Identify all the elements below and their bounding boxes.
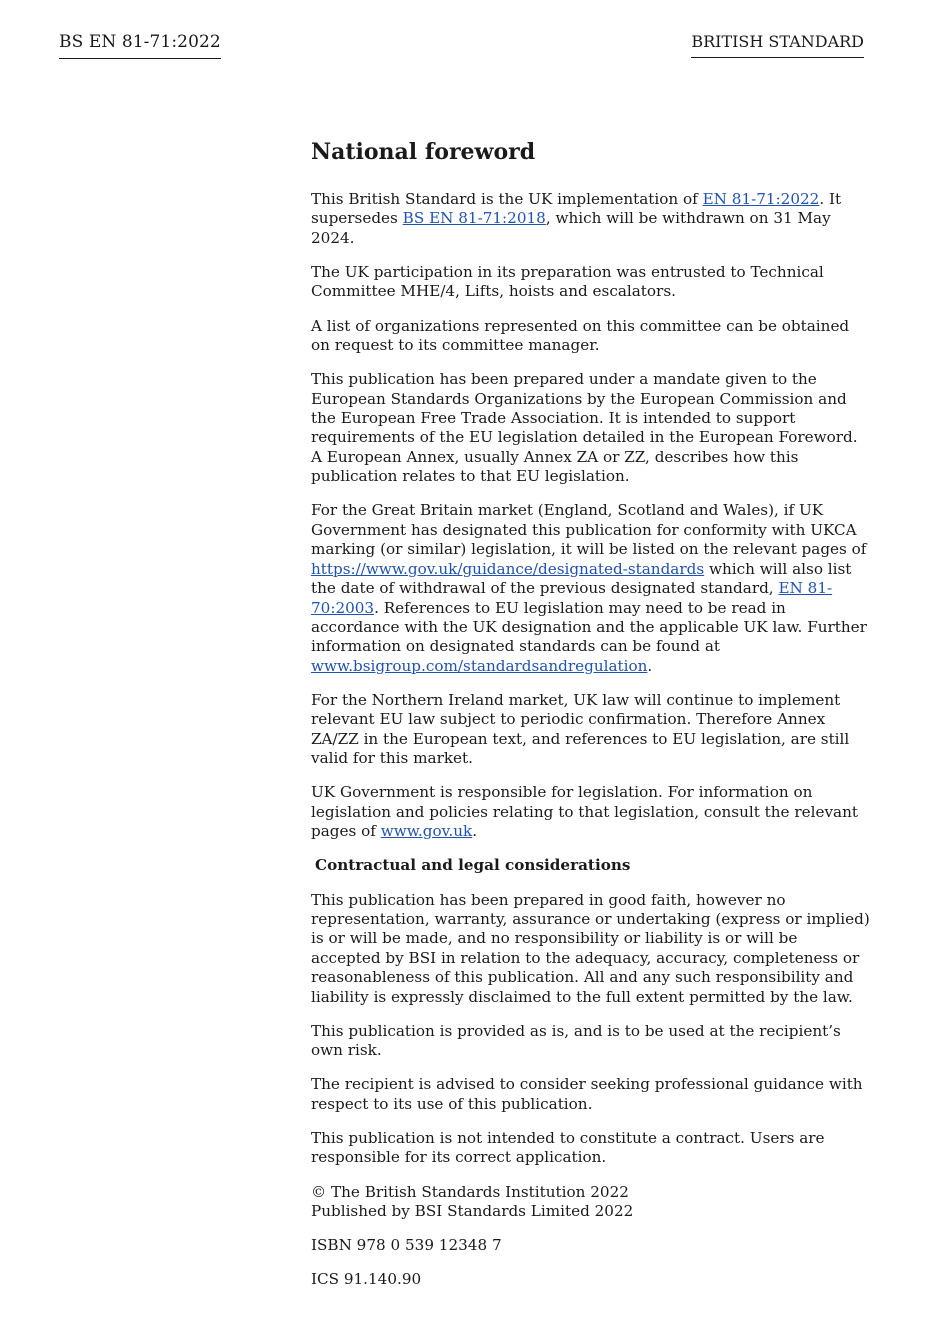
text: . [472, 822, 478, 841]
paragraph-good-faith: This publication has been prepared in good faith, however no representation, warranty, assurance or undertaking (express or implied) is or will be made, and no responsibility or liability is or will be accepted by BSI in relation to the adequacy, accuracy, completeness or reasonableness of this publication. All and any such responsibility and liability is expressly disclaimed to the full extent permitted by the law. [311, 890, 870, 1006]
paragraph-not-contract: This publication is not intended to constitute a contract. Users are responsible for its correct application. [311, 1129, 825, 1167]
link-designated-standards[interactable]: https://www.gov.uk/guidance/designated-standards [311, 559, 705, 578]
link-gov-uk[interactable]: www.gov.uk [380, 822, 473, 841]
paragraph-copyright [311, 1183, 871, 1222]
paragraph-as-is: This publication is provided as is, and is to be used at the recipient’s own risk. [311, 1021, 841, 1060]
link-en-81-70-2003[interactable]: EN 81-70:2003 [311, 579, 833, 617]
header-standard-id: BS EN 81-71:2022 [59, 30, 221, 59]
text: , which will be withdrawn on 31 May 2024. [311, 209, 831, 247]
paragraph-guidance: The recipient is advised to consider seeking professional guidance with respect to its use of this publication. [311, 1075, 863, 1113]
paragraph-northern-ireland: For the Northern Ireland market, UK law will continue to implement relevant EU law subject to periodic confirmation. Therefore Annex ZA/ZZ in the European text, and references to EU legislation, are still valid for this market. [311, 690, 850, 768]
paragraph-uk-government [311, 783, 871, 841]
paragraph-participation: The UK participation in its preparation was entrusted to Technical Committee MHE/4, Lifts, hoists and escalators. [311, 263, 824, 301]
link-bsigroup[interactable]: www.bsigroup.com/standardsandregulation [311, 656, 648, 675]
text: . It supersedes [311, 190, 842, 228]
ics: ICS 91.140.90 [311, 1270, 422, 1289]
text: UK Government is responsible for legislation. For information on legislation and policies relating to that legislation, consult the relevant pages of [311, 783, 858, 841]
published-line: Published by BSI Standards Limited 2022 [311, 1202, 634, 1221]
foreword-content [311, 136, 871, 1305]
text: For the Great Britain market (England, Scotland and Wales), if UK Government has designated this publication for conformity with UKCA marking (or similar) legislation, it will be listed on the relevant pages of [311, 501, 867, 559]
text: . [647, 656, 653, 675]
paragraph-organizations: A list of organizations represented on this committee can be obtained on request to its committee manager. [311, 316, 850, 355]
paragraph-mandate: This publication has been prepared under a mandate given to the European Standards Organizations by the European Commission and the European Free Trade Association. It is intended to support requirements of the EU legislation detailed in the European Foreword. A European Annex, usually Annex ZA or ZZ, describes how this publication relates to that EU legislation. [311, 370, 858, 486]
text: . References to EU legislation may need to be read in accordance with the UK designation and the applicable UK law. Further information on designated standards can be found at [311, 598, 867, 656]
text: This British Standard is the UK implementation of [311, 190, 703, 208]
subheading-contractual: Contractual and legal considerations [315, 856, 631, 875]
isbn: ISBN 978 0 539 12348 7 [311, 1236, 502, 1255]
page-title: National foreword [311, 139, 536, 165]
link-bs-en-81-71-2018[interactable]: BS EN 81-71:2018 [402, 209, 546, 228]
text: which will also list the date of withdrawal of the previous designated standard, [311, 559, 852, 598]
copyright-line: © The British Standards Institution 2022 [311, 1182, 629, 1201]
paragraph-great-britain [311, 501, 871, 676]
paragraph-implementation [311, 190, 871, 248]
link-en-81-71-2022[interactable]: EN 81-71:2022 [702, 190, 820, 208]
header-category: BRITISH STANDARD [691, 30, 864, 58]
